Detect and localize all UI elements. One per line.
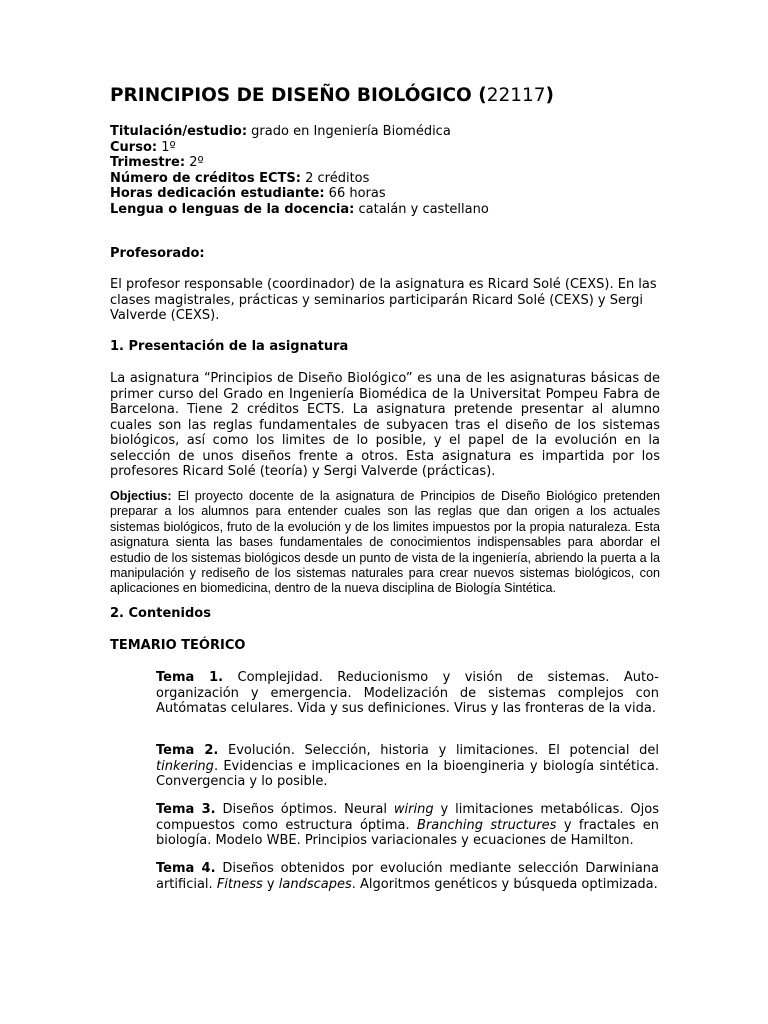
temario-heading: TEMARIO TEÓRICO: [110, 638, 246, 653]
contenidos-heading: 2. Contenidos: [110, 606, 211, 621]
profesorado-text: El profesor responsable (coordinador) de la asignatura es Ricard Solé (CEXS). En las clases magistrales, prácticas y seminarios participarán Ricard Solé (CEXS) y Sergi Valverde (CEXS).: [110, 277, 657, 323]
objectius-paragraph: Objectius: El proyecto docente de la asignatura de Principios de Diseño Biológico pretenden preparar a los alumnos para entender cuales son las reglas que dan origen a los actuales sistemas biológicos, fruto de la evolución y de los limites impuestos por la propia naturaleza. Esta asignatura sienta las bases fundamentales de conocimientos indispensables para abordar el estudio de los sistemas biológicos desde un punto de vista de la ingeniería, abriendo la puerta a la manipulación y rediseño de los sistemas naturales para crear nuevos sistemas biológicos, con aplicaciones en biomedicina, dentro de la nueva disciplina de Biología Sintética.: [110, 489, 660, 596]
meta-row-lengua: Lengua o lenguas de la docencia: catalán y castellano: [110, 201, 489, 217]
meta-row-curso: Curso: 1º: [110, 139, 176, 155]
tema-4: Tema 4. Diseños obtenidos por evolución mediante selección Darwiniana artificial. Fitness y landscapes. Algoritmos genéticos y búsqueda optimizada.: [156, 861, 659, 892]
profesorado-heading: Profesorado:: [110, 246, 205, 261]
meta-row-trimestre: Trimestre: 2º: [110, 155, 204, 170]
meta-row-horas: Horas dedicación estudiante: 66 horas: [110, 186, 386, 201]
tema-1: Tema 1. Complejidad. Reducionismo y visión de sistemas. Auto-organización y emergencia. Modelización de sistemas complejos con Autómatas celulares. Vida y sus definiciones. Virus y las fronteras de la vida.: [156, 670, 659, 716]
title-text: PRINCIPIOS DE DISEÑO BIOLÓGICO (: [110, 85, 487, 106]
meta-row-creditos: Número de créditos ECTS: 2 créditos: [110, 170, 370, 186]
presentacion-heading: 1. Presentación de la asignatura: [110, 339, 349, 354]
course-metadata: [110, 124, 670, 217]
meta-row-titulacion: Titulación/estudio: grado en Ingeniería Biomédica: [110, 124, 451, 139]
course-code: 22117: [486, 85, 546, 106]
title-close: ): [545, 85, 555, 106]
document-title: [110, 84, 670, 108]
tema-2: Tema 2. Evolución. Selección, historia y limitaciones. El potencial del tinkering. Evidencias e implicaciones en la bioengineria y biología sintética. Convergencia y lo posible.: [156, 743, 659, 789]
objectius-label: Objectius:: [110, 489, 172, 503]
tema-3: Tema 3. Diseños óptimos. Neural wiring y limitaciones metabólicas. Ojos compuestos como estructura óptima. Branching structures y fractales en biología. Modelo WBE. Principios variacionales y ecuaciones de Hamilton.: [156, 802, 659, 848]
presentacion-text: La asignatura “Principios de Diseño Biológico” es una de les asignaturas básicas de primer curso del Grado en Ingeniería Biomédica de la Universitat Pompeu Fabra de Barcelona. Tiene 2 créditos ECTS. La asignatura pretende presentar al alumno cuales son las reglas fundamentales de subyacen tras el diseño de los sistemas biológicos, así como los limites de lo posible, y el papel de la evolución en la selección de unos diseños frente a otros. Esta asignatura es impartida por los profesores Ricard Solé (teoría) y Sergi Valverde (prácticas).: [110, 371, 660, 479]
